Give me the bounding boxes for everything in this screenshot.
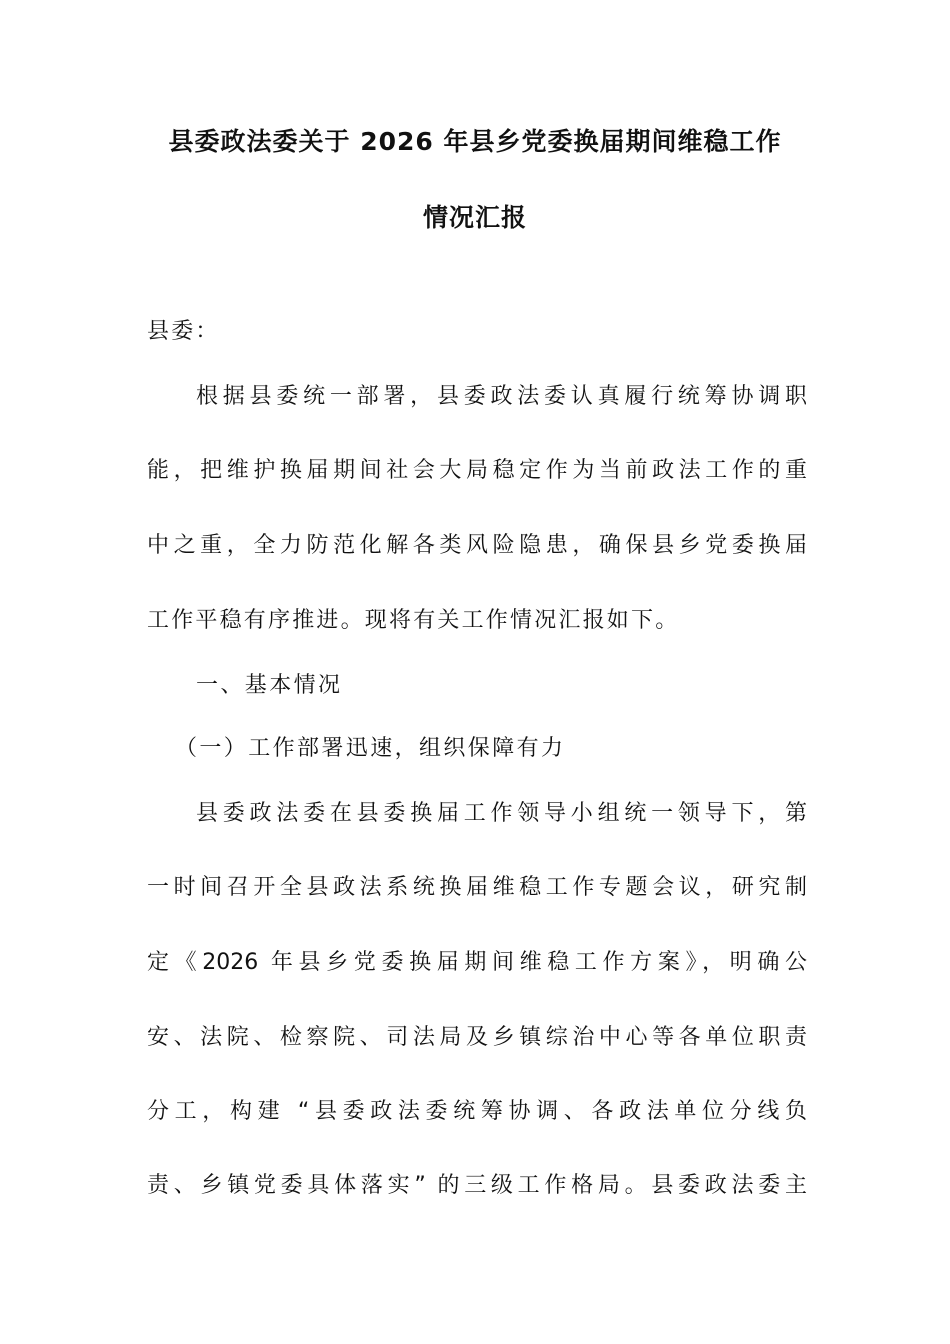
paragraph-line: 工作平稳有序推进。现将有关工作情况汇报如下。 [147,608,680,633]
paragraph-line: 根据县委统一部署，县委政法委认真履行统筹协调职 [196,384,807,409]
paragraph-line: 定《2026 年县乡党委换届期间维稳工作方案》，明确公 [147,950,807,975]
document-title-line-2: 情况汇报 [422,203,527,232]
salutation: 县委： [147,319,220,344]
paragraph-line: 中之重，全力防范化解各类风险隐患，确保县乡党委换届 [147,533,807,558]
paragraph-line: 能，把维护换届期间社会大局稳定作为当前政法工作的重 [147,458,807,483]
paragraph-line: 县委政法委在县委换届工作领导小组统一领导下，第 [196,801,807,826]
paragraph-line: 一时间召开全县政法系统换届维稳工作专题会议，研究制 [147,875,807,900]
paragraph-line: 责、乡镇党委具体落实” 的三级工作格局。县委政法委主 [147,1173,807,1198]
document-title-line-1: 县委政法委关于 2026 年县乡党委换届期间维稳工作 [168,127,782,156]
subsection-heading: （一）工作部署迅速，组织保障有力 [175,736,566,761]
section-heading: 一、基本情况 [196,673,343,698]
paragraph-line: 安、法院、检察院、司法局及乡镇综治中心等各单位职责 [147,1025,807,1050]
paragraph-line: 分工，构建 “县委政法委统筹协调、各政法单位分线负 [147,1099,807,1124]
